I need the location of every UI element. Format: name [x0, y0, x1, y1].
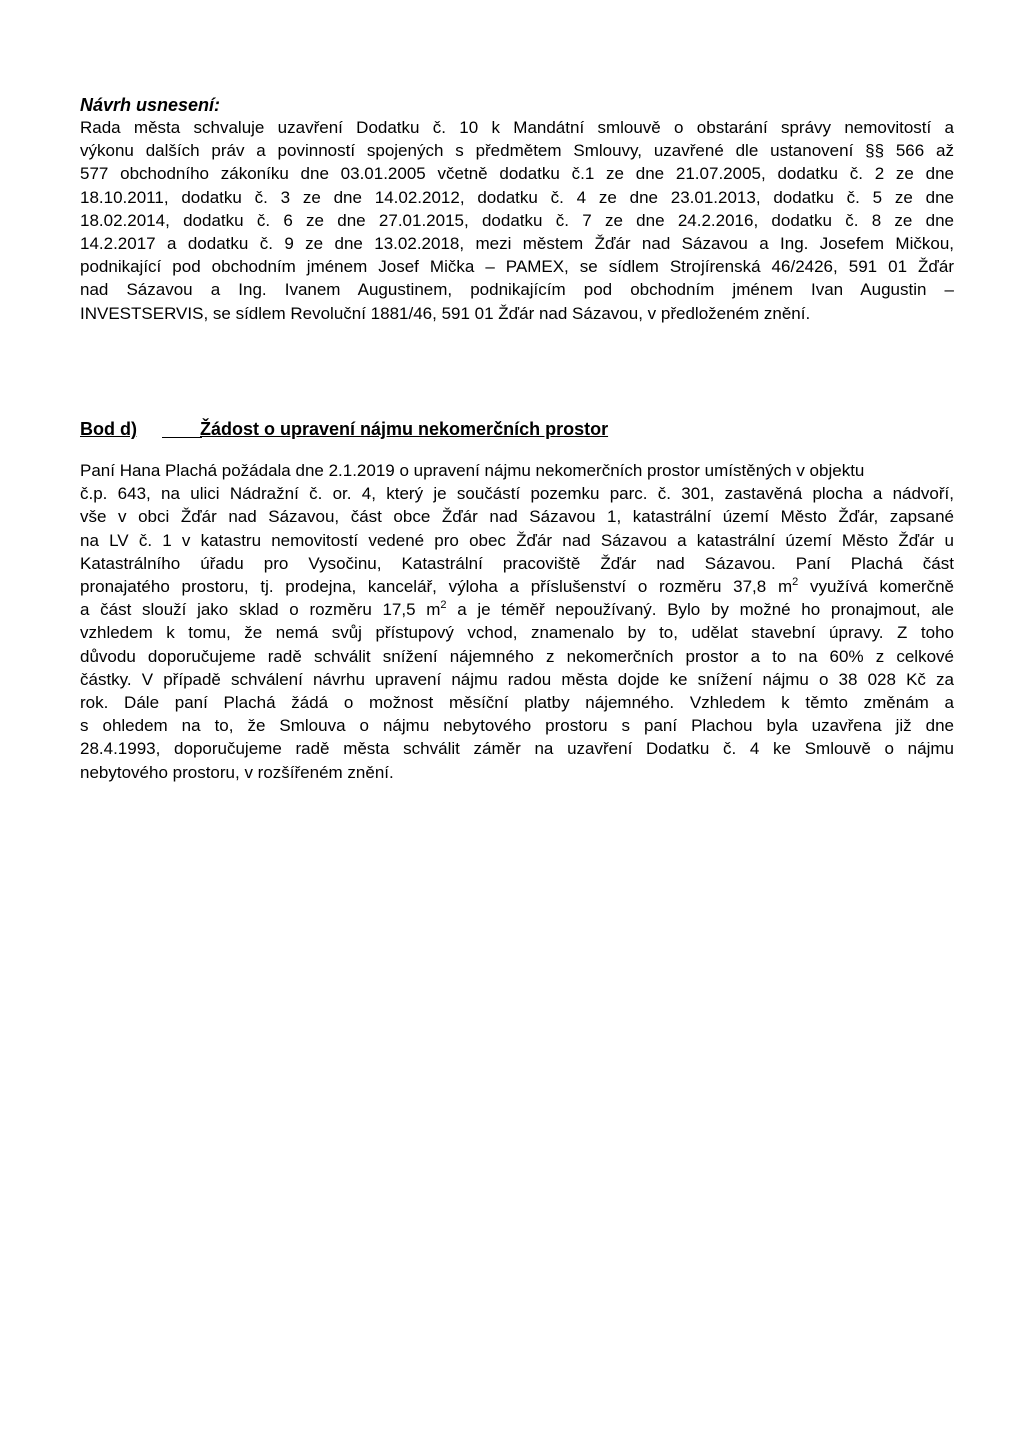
- text-line: výkonu dalších práv a povinností spojených s předmětem Smlouvy, uzavřené dle ustanovení §§ 566 až: [80, 141, 954, 161]
- text-line: 18.02.2014, dodatku č. 6 ze dne 27.01.2015, dodatku č. 7 ze dne 24.2.2016, dodatku č. 8 ze dne: [80, 210, 954, 230]
- text-line: vzhledem k tomu, že nemá svůj přístupový vchod, znamenalo by to, udělat stavební úpravy. Z toho: [80, 623, 954, 643]
- resolution-text: [80, 116, 954, 325]
- text-line: Paní Hana Plachá požádala dne 2.1.2019 o upravení nájmu nekomerčních prostor umístěných v objektu: [80, 461, 865, 480]
- text-line: Rada města schvaluje uzavření Dodatku č. 10 k Mandátní smlouvě o obstarání správy nemovitostí a: [80, 118, 954, 137]
- text-fragment: pronajatého prostoru, tj. prodejna, kancelář, výloha a příslušenství o rozměru 37,8 m: [80, 577, 793, 597]
- text-line: na LV č. 1 v katastru nemovitostí vedené pro obec Žďár nad Sázavou a katastrální území Město Žďár u: [80, 530, 954, 550]
- heading-underline-rule: [162, 437, 202, 438]
- text-fragment: využívá komerčně: [798, 577, 954, 597]
- text-line: s ohledem na to, že Smlouva o nájmu nebytového prostoru s paní Plachou byla uzavřena již dne: [80, 716, 954, 736]
- superscript: 2: [440, 599, 447, 612]
- resolution-heading: Návrh usnesení:: [80, 95, 221, 115]
- text-line: 18.10.2011, dodatku č. 3 ze dne 14.02.2012, dodatku č. 4 ze dne 23.01.2013, dodatku č. 5 ze dne: [80, 187, 954, 207]
- text-line: INVESTSERVIS, se sídlem Revoluční 1881/46, 591 01 Žďár nad Sázavou, v předloženém znění.: [80, 303, 811, 323]
- text-line: 14.2.2017 a dodatku č. 9 ze dne 13.02.2018, mezi městem Žďár nad Sázavou a Ing. Josefem Mičkou,: [80, 234, 954, 254]
- text-line: 577 obchodního zákoníku dne 03.01.2005 včetně dodatku č.1 ze dne 21.07.2005, dodatku č. 2 ze dne: [80, 164, 954, 184]
- text-fragment: a část slouží jako sklad o rozměru 17,5 m: [80, 600, 441, 620]
- superscript: 2: [792, 576, 799, 589]
- section-heading: [80, 418, 640, 442]
- text-line: Katastrálního úřadu pro Vysočinu, Katastrální pracoviště Žďár nad Sázavou. Paní Plachá část: [80, 553, 954, 573]
- text-fragment: a je téměř nepoužívaný. Bylo by možné ho pronajmout, ale: [446, 600, 955, 620]
- text-line: nebytového prostoru, v rozšířeném znění.: [80, 762, 394, 782]
- section-label: Bod d): [80, 419, 137, 439]
- text-line: č.p. 643, na ulici Nádražní č. or. 4, který je součástí pozemku parc. č. 301, zastavěná plocha a nádvoří,: [80, 484, 954, 504]
- text-line: rok. Dále paní Plachá žádá o možnost měsíční platby nájemného. Vzhledem k těmto změnám a: [80, 693, 954, 713]
- text-line: podnikající pod obchodním jménem Josef Mička – PAMEX, se sídlem Strojírenská 46/2426, 591 01 Žďár: [80, 257, 954, 277]
- text-line-with-superscript: [80, 575, 954, 598]
- text-line: vše v obci Žďár nad Sázavou, část obce Žďár nad Sázavou 1, katastrální území Město Žďár, zapsané: [80, 507, 954, 527]
- text-line: 28.4.1993, doporučujeme radě města schválit záměr na uzavření Dodatku č. 4 ke Smlouvě o nájmu: [80, 739, 954, 759]
- text-line: nad Sázavou a Ing. Ivanem Augustinem, podnikajícím pod obchodním jménem Ivan Augustin –: [80, 280, 954, 300]
- section-title: Žádost o upravení nájmu nekomerčních prostor: [200, 419, 609, 439]
- text-line: důvodu doporučujeme radě schválit snížení nájemného z nekomerčních prostor a to na 60% z celkové: [80, 646, 954, 666]
- text-line-with-superscript: [80, 598, 954, 621]
- request-text: [80, 459, 954, 784]
- text-line: částky. V případě schválení návrhu upravení nájmu radou města dojde ke snížení nájmu o 38 028 Kč za: [80, 669, 954, 689]
